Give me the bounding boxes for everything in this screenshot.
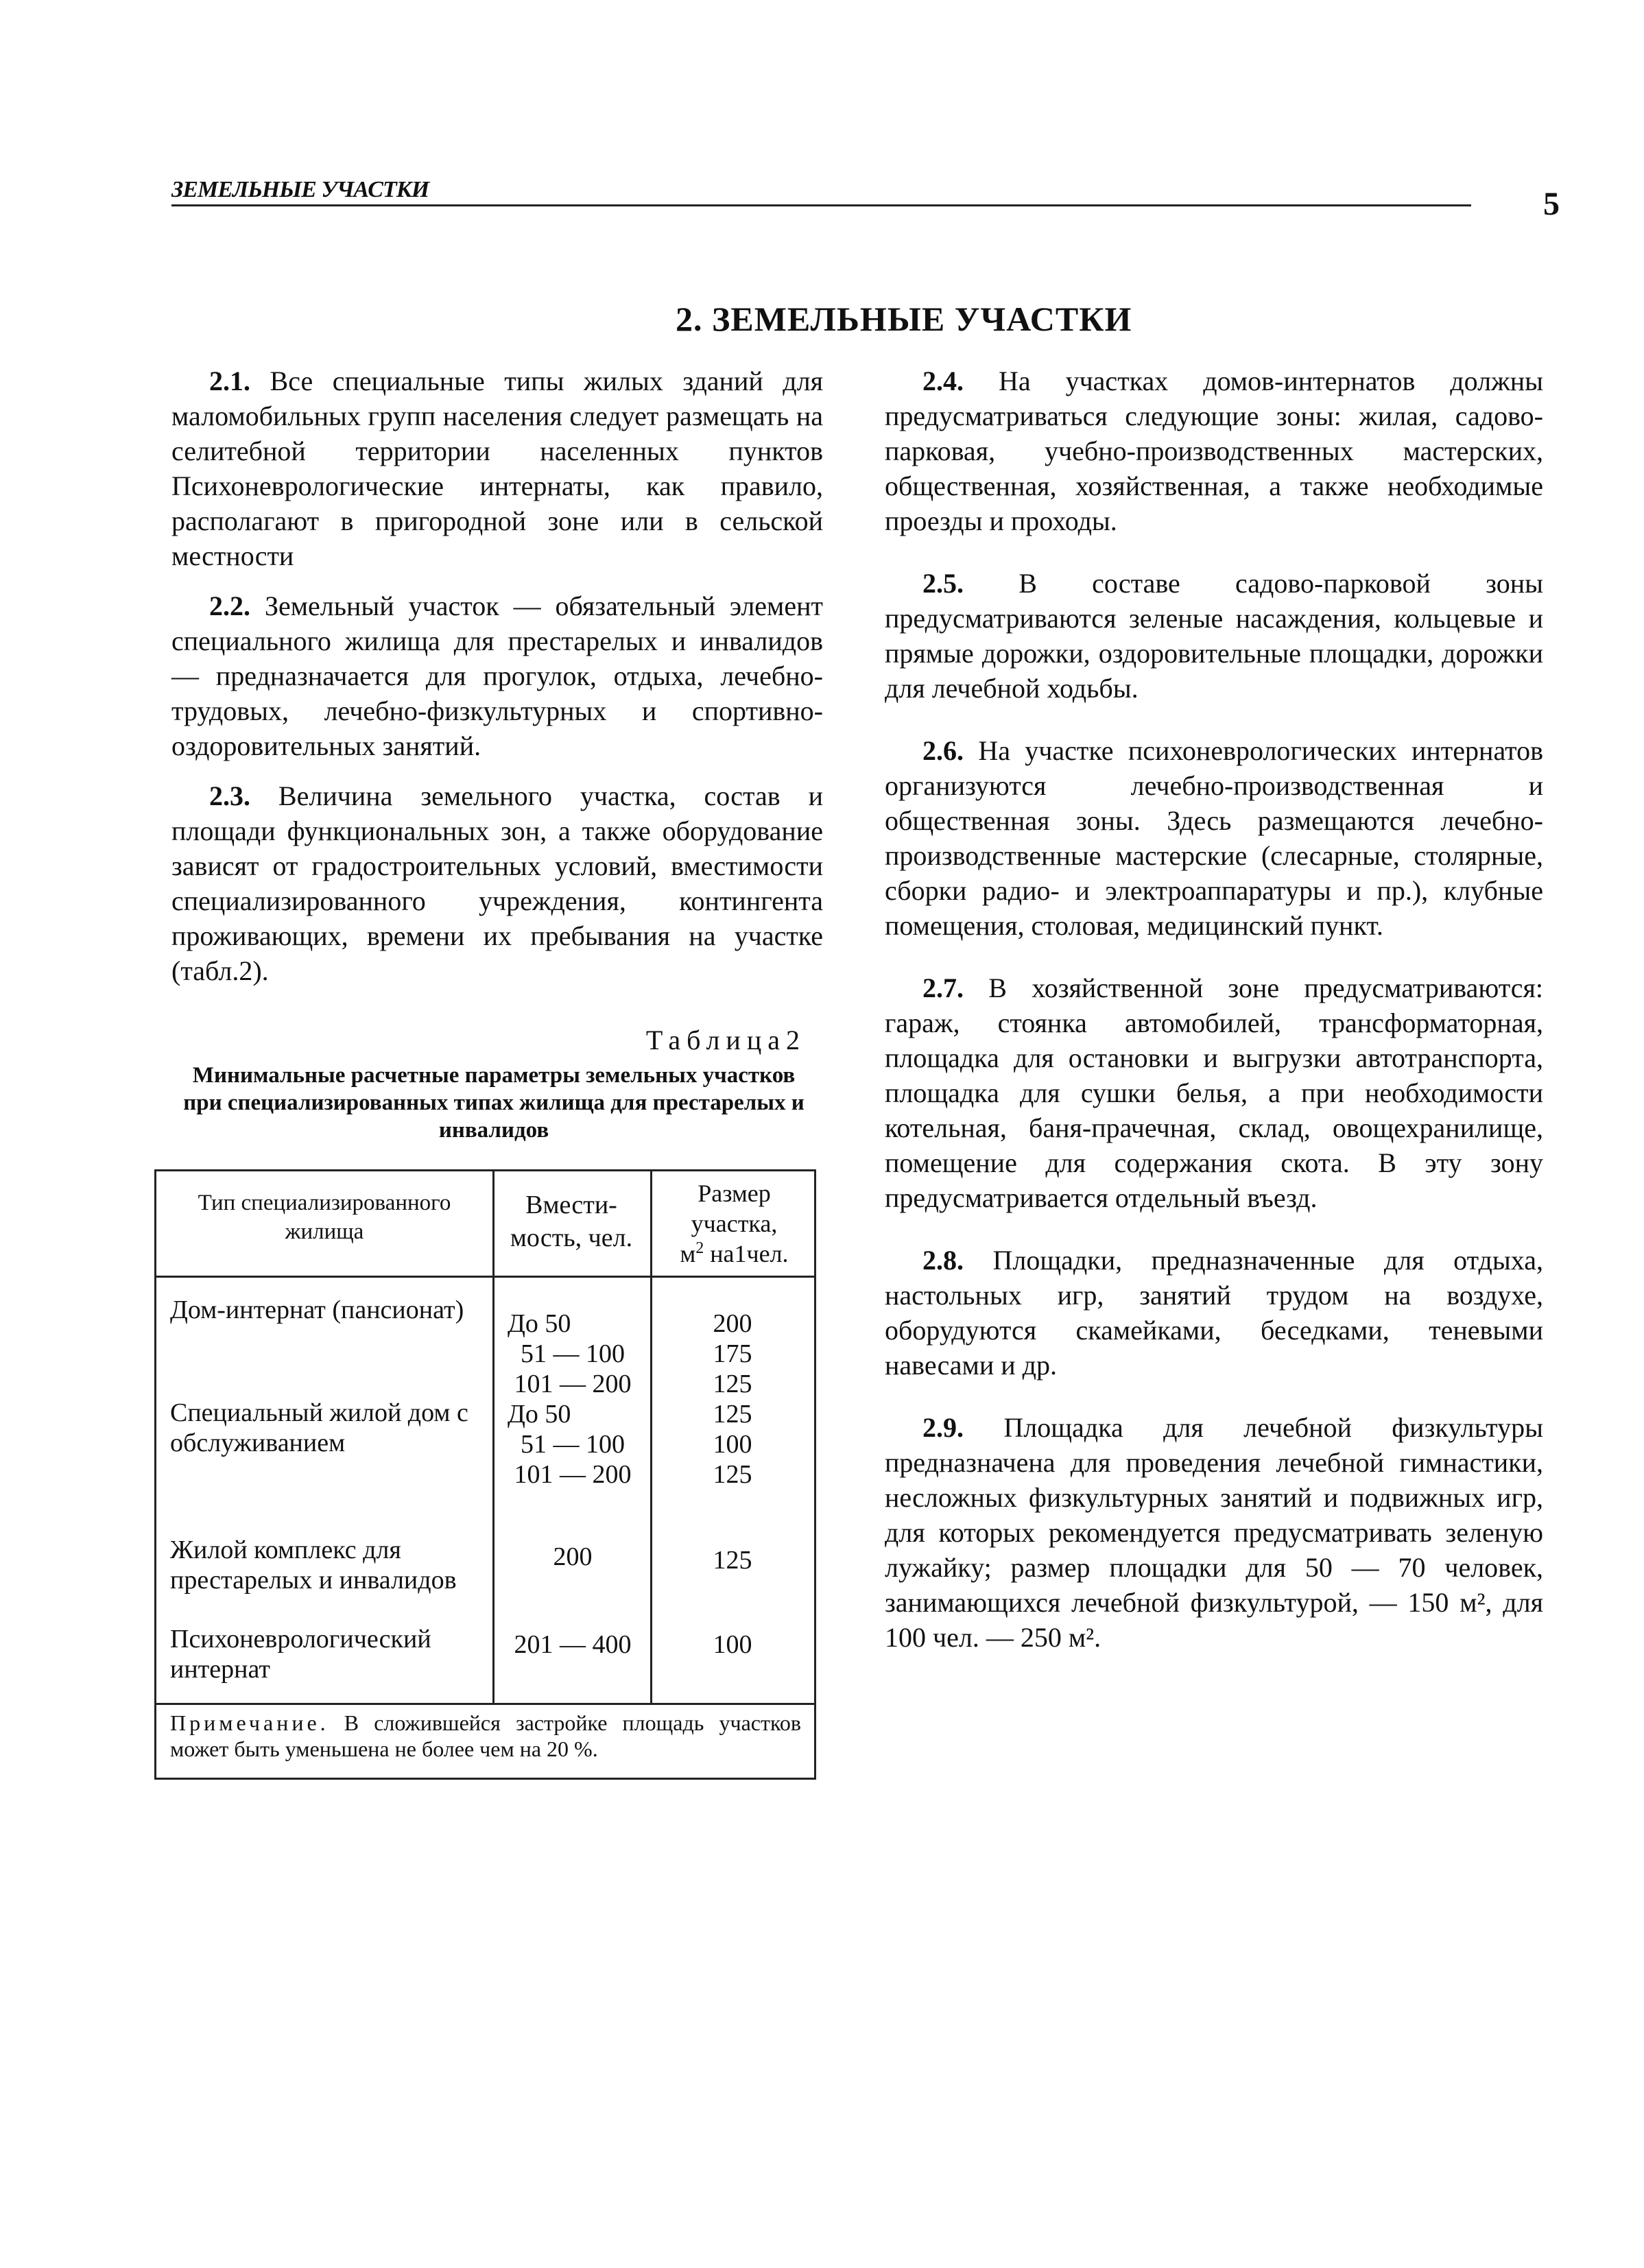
table-row-3-type: Жилой комплекс для престарелых и инвалидов xyxy=(170,1536,457,1595)
table-row-1-capacity-2: 51 — 100 xyxy=(521,1339,625,1368)
note-label: Примечание. xyxy=(170,1710,329,1735)
table-row-2-capacity-1: До 50 xyxy=(508,1400,571,1429)
header-size-line2 xyxy=(657,1239,811,1269)
table-row-2-capacity-2: 51 — 100 xyxy=(521,1430,625,1459)
header-size-sup: 2 xyxy=(695,1239,704,1257)
parameters-table xyxy=(154,1169,816,1780)
right-column xyxy=(885,363,1543,1682)
table-row-4-capacity: 201 — 400 xyxy=(514,1630,632,1659)
paragraph-text: Все специальные типы жилых зданий для маломобильных групп населения следует размещать на селитебной территории населенных пунктов Психоневрологические интернаты, как правило, располагают в пригородной зоне или в сельской местности xyxy=(171,366,823,571)
paragraph-number: 2.1. xyxy=(209,366,250,396)
paragraph-number: 2.2. xyxy=(209,590,250,621)
paragraph-number: 2.8. xyxy=(922,1245,964,1276)
table-title: Минимальные расчетные параметры земельных участков при специализированных типах жилища для престарелых и инвалидов xyxy=(183,1063,805,1143)
paragraph-number: 2.6. xyxy=(922,735,964,766)
table-row-1-type: Дом-интернат (пансионат) xyxy=(170,1296,464,1324)
paragraph-2-7 xyxy=(885,970,1543,1215)
paragraph-text: Величина земельного участка, состав и площади функциональных зон, а также оборудование зависят от градостроительных условий, вместимости специализированного учреждения, контингента проживающих, времени их пребывания на участке (табл.2). xyxy=(171,780,823,986)
paragraph-2-1 xyxy=(171,363,823,573)
paragraph-text: Площадки, предназначенные для отдыха, настольных игр, занятий трудом на воздухе, оборудуются скамейками, беседками, теневыми навесами и др. xyxy=(885,1245,1543,1381)
header-size-line1: Размер участка, xyxy=(691,1180,778,1237)
table-row-2-size-1: 125 xyxy=(713,1400,752,1429)
table-row-2-type: Специальный жилой дом с обслуживанием xyxy=(170,1398,468,1457)
table-row-1-capacity-1: До 50 xyxy=(508,1309,571,1338)
left-column xyxy=(171,363,823,1003)
paragraph-text: В хозяйственной зоне предусматриваются: гараж, стоянка автомобилей, трансформаторная, площадка для остановки и выгрузки автотранспорта, площадка для сушки белья, а при необходимости котельная, баня-прачечная, склад, овощехранилище, помещение для содержания скота. В эту зону предусматривается отдельный въезд. xyxy=(885,972,1543,1213)
running-header xyxy=(171,177,1471,206)
paragraph-number: 2.9. xyxy=(922,1412,964,1443)
paragraph-number: 2.3. xyxy=(209,780,250,811)
running-title: ЗЕМЕЛЬНЫЕ УЧАСТКИ xyxy=(171,177,429,202)
paragraph-2-9 xyxy=(885,1410,1543,1655)
section-title: 2. ЗЕМЕЛЬНЫЕ УЧАСТКИ xyxy=(676,300,1132,338)
table-note xyxy=(170,1710,801,1762)
header-type: Тип специализированного жилища xyxy=(198,1191,451,1244)
paragraph-2-3 xyxy=(171,778,823,988)
paragraph-text: На участке психоневрологических интернатов организуются лечебно-производственная и общественная зоны. Здесь размещаются лечебно-производственные мастерские (слесарные, столярные, сборки радио- и электроаппаратуры и пр.), клубные помещения, столовая, медицинский пункт. xyxy=(885,735,1543,941)
paragraph-text: Земельный участок — обязательный элемент специального жилища для престарелых и инвалидов — предназначается для прогулок, отдыха, лечебно-трудовых, лечебно-физкультурных и спортивно-оздоровительных занятий. xyxy=(171,590,823,761)
paragraph-number: 2.7. xyxy=(922,972,964,1003)
header-size-per: на1чел. xyxy=(704,1240,789,1267)
header-capacity: Вмести-мость, чел. xyxy=(510,1191,633,1252)
page-number: 5 xyxy=(1543,186,1560,222)
table-label: Таблица2 xyxy=(645,1025,806,1055)
table-row-1-capacity-3: 101 — 200 xyxy=(514,1370,632,1398)
table-row-3-capacity: 200 xyxy=(553,1542,593,1571)
header-divider xyxy=(156,1276,814,1278)
note-divider xyxy=(156,1703,814,1705)
table-row-4-type: Психоневрологический интернат xyxy=(170,1625,431,1684)
table-row-1-size-2: 175 xyxy=(713,1339,752,1368)
header-size xyxy=(657,1178,811,1269)
paragraph-2-5 xyxy=(885,566,1543,706)
table-row-4-size: 100 xyxy=(713,1630,752,1659)
paragraph-text: Площадка для лечебной физкультуры предназначена для проведения лечебной гимнастики, несложных физкультурных занятий и подвижных игр, для которых рекомендуется предусматривать зеленую лужайку; размер площадки для 50 — 70 человек, занимающихся лечебной физкультурой, — 150 м², для 100 чел. — 250 м². xyxy=(885,1412,1543,1653)
table-row-3-size: 125 xyxy=(713,1546,752,1575)
note-text: В сложившейся застройке площадь участков может быть уменьшена не более чем на 20 %. xyxy=(170,1710,801,1761)
paragraph-2-2 xyxy=(171,588,823,763)
table-row-2-size-3: 125 xyxy=(713,1460,752,1489)
column-divider xyxy=(492,1171,495,1703)
paragraph-2-6 xyxy=(885,733,1543,943)
table-row-2-size-2: 100 xyxy=(713,1430,752,1459)
paragraph-2-4 xyxy=(885,363,1543,538)
header-size-unit: м xyxy=(680,1240,696,1267)
paragraph-text: На участках домов-интернатов должны предусматриваться следующие зоны: жилая, садово-парковая, учебно-производственных мастерских, общественная, хозяйственная, а также необходимые проезды и проходы. xyxy=(885,366,1543,536)
paragraph-2-8 xyxy=(885,1243,1543,1383)
column-divider xyxy=(650,1171,652,1703)
paragraph-number: 2.5. xyxy=(922,568,964,599)
table-row-1-size-3: 125 xyxy=(713,1370,752,1398)
table-row-1-size-1: 200 xyxy=(713,1309,752,1338)
paragraph-number: 2.4. xyxy=(922,366,964,396)
paragraph-text: В составе садово-парковой зоны предусматриваются зеленые насаждения, кольцевые и прямые дорожки, оздоровительные площадки, дорожки для лечебной ходьбы. xyxy=(885,568,1543,704)
table-row-2-capacity-3: 101 — 200 xyxy=(514,1460,632,1489)
